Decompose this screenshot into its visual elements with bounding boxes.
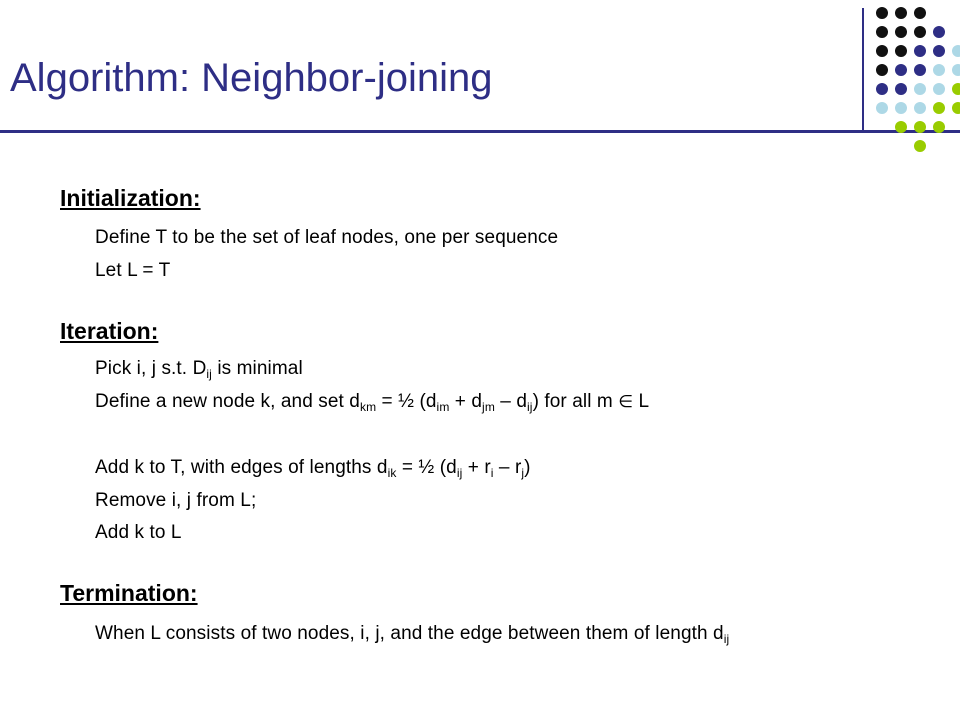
decorative-dot	[876, 26, 888, 38]
decorative-dot	[876, 7, 888, 19]
text-segment: + r	[462, 457, 491, 478]
text-segment: = ½ (d	[376, 391, 437, 412]
decorative-dot	[895, 7, 907, 19]
text-segment: When L consists of two nodes, i, j, and the edge between them of length d	[95, 623, 724, 644]
decorative-dot	[914, 121, 926, 133]
decorative-dot	[952, 102, 960, 114]
decorative-dot	[952, 83, 960, 95]
decorative-dot	[876, 64, 888, 76]
decorative-dot	[933, 83, 945, 95]
decorative-dot	[952, 45, 960, 57]
text-segment: Define a new node k, and set d	[95, 391, 360, 412]
text-segment: L	[633, 391, 650, 412]
decorative-dot	[933, 64, 945, 76]
iteration-heading: Iteration:	[60, 318, 159, 344]
decorative-dot	[933, 26, 945, 38]
text-segment: ) for all m	[532, 391, 619, 412]
decorative-dot	[952, 64, 960, 76]
initialization-line-let-l: Let L = T	[95, 260, 171, 281]
iteration-line-remove: Remove i, j from L;	[95, 490, 257, 511]
decorative-dot	[876, 83, 888, 95]
subscript: i	[490, 466, 494, 480]
iteration-line-pick	[95, 358, 303, 380]
decorative-dot	[933, 121, 945, 133]
decorative-dot	[914, 102, 926, 114]
text-segment: – d	[494, 391, 528, 412]
iteration-line-define-node	[95, 391, 649, 413]
text-segment: is minimal	[211, 358, 303, 379]
initialization-line-define-t: Define T to be the set of leaf nodes, one per sequence	[95, 227, 559, 248]
decorative-dot	[895, 102, 907, 114]
decorative-dot	[895, 26, 907, 38]
termination-line	[95, 623, 729, 645]
decorative-dot	[914, 64, 926, 76]
subscript: ik	[387, 466, 397, 480]
decorative-dot	[914, 140, 926, 152]
slide-title: Algorithm: Neighbor-joining	[10, 56, 493, 100]
decorative-dot	[895, 83, 907, 95]
termination-heading: Termination:	[60, 580, 198, 606]
subscript: j	[521, 466, 525, 480]
decorative-dot	[895, 64, 907, 76]
decorative-dot	[914, 26, 926, 38]
iteration-line-add-k: Add k to L	[95, 522, 182, 543]
title-underline	[0, 130, 960, 133]
decorative-dot	[933, 102, 945, 114]
iteration-line-add-edges	[95, 457, 531, 479]
subscript: ij	[527, 400, 533, 414]
element-of-symbol: ∈	[618, 392, 634, 412]
decorative-dot	[933, 45, 945, 57]
decorative-dot	[914, 45, 926, 57]
decorative-dot	[876, 102, 888, 114]
subscript: ij	[456, 466, 463, 480]
text-segment: )	[524, 457, 531, 478]
text-segment: – r	[493, 457, 522, 478]
text-segment: = ½ (d	[396, 457, 457, 478]
subscript: im	[436, 400, 450, 414]
initialization-heading: Initialization:	[60, 185, 201, 211]
text-segment: Add k to T, with edges of lengths d	[95, 457, 388, 478]
text-segment: Pick i, j s.t. D	[95, 358, 207, 379]
subscript: km	[359, 400, 377, 414]
decorative-dot	[914, 7, 926, 19]
decorative-dot	[895, 121, 907, 133]
decorative-dot	[914, 83, 926, 95]
decorative-dot	[876, 45, 888, 57]
decorative-vertical-line	[862, 8, 864, 130]
decorative-dot	[895, 45, 907, 57]
text-segment: + d	[449, 391, 483, 412]
subscript: ij	[723, 632, 730, 646]
subscript: jm	[482, 400, 495, 414]
subscript: ij	[206, 367, 212, 381]
